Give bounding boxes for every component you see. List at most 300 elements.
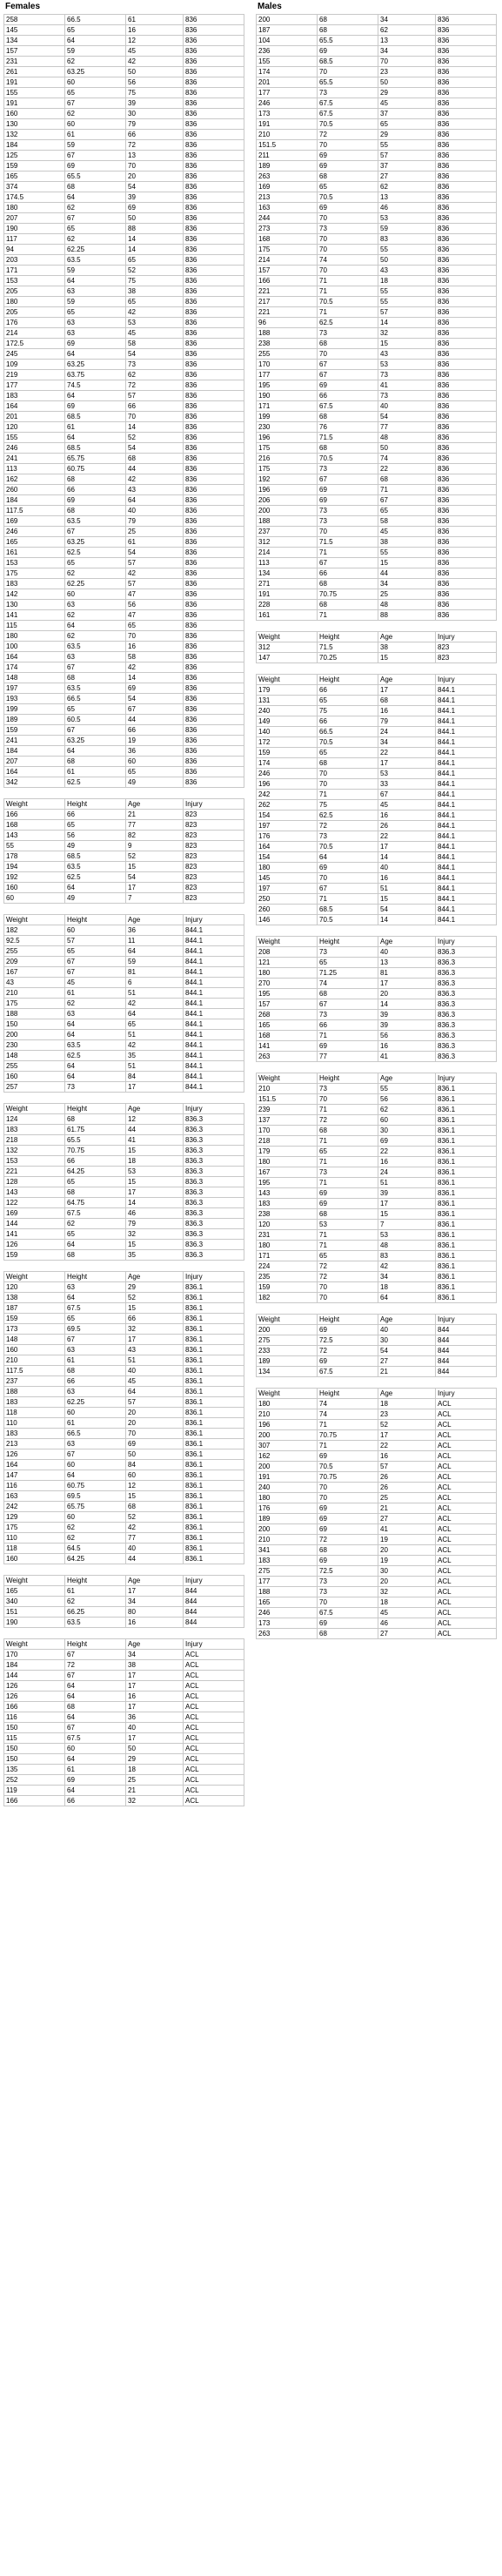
table-row: [257, 610, 497, 621]
table-row: [257, 1346, 497, 1356]
table-cell: 17: [126, 1671, 184, 1681]
table-cell: 836.3: [436, 1052, 497, 1062]
table-cell: 53: [378, 213, 436, 224]
table-row: [257, 1041, 497, 1052]
table-row: [257, 77, 497, 88]
table-cell: 836: [184, 307, 244, 318]
table-row: [257, 1178, 497, 1188]
table-cell: 66: [65, 810, 126, 820]
table-cell: 836: [436, 172, 497, 182]
table-cell: 35: [126, 1051, 184, 1061]
table-cell: 81: [378, 968, 436, 979]
table-row: [257, 203, 497, 213]
table-cell: 195: [257, 989, 318, 999]
table-row: [4, 662, 244, 673]
table-row: [4, 1229, 244, 1240]
table-row: [257, 1566, 497, 1577]
table-cell: 66.25: [65, 1607, 126, 1618]
table-row: [257, 1514, 497, 1524]
table-cell: 68: [65, 673, 126, 683]
table-cell: 836: [436, 119, 497, 130]
column-header: Weight: [257, 1389, 318, 1399]
table-cell: 11: [126, 936, 184, 946]
table-row: [257, 989, 497, 999]
table-cell: 221: [257, 286, 318, 297]
table-cell: 836: [184, 443, 244, 454]
table-cell: 71: [318, 790, 378, 800]
table-cell: 844.1: [184, 1040, 244, 1051]
table-row: [4, 851, 244, 862]
table-cell: 836.3: [436, 1020, 497, 1031]
table-row: [4, 213, 244, 224]
column-header: Weight: [4, 1272, 65, 1282]
table-row: [257, 412, 497, 422]
table-cell: 15: [378, 653, 436, 663]
column-header: Height: [318, 675, 378, 685]
table-cell: 270: [257, 979, 318, 989]
table-cell: 73: [378, 391, 436, 401]
table-cell: 52: [126, 1293, 184, 1303]
table-cell: 169: [257, 182, 318, 192]
table-cell: 65: [65, 704, 126, 715]
table-cell: 823: [184, 872, 244, 883]
table-cell: 67: [318, 474, 378, 485]
table-row: [257, 685, 497, 696]
table-row: [257, 758, 497, 769]
table-cell: 50: [378, 77, 436, 88]
table-row: [257, 1472, 497, 1483]
table-row: [257, 1251, 497, 1261]
table-cell: 69: [65, 495, 126, 506]
table-cell: 245: [4, 349, 65, 360]
table-cell: 34: [378, 15, 436, 25]
table-row: [4, 1512, 244, 1523]
table-row: [4, 777, 244, 788]
table-row: [257, 1451, 497, 1462]
table-row: [4, 746, 244, 757]
table-cell: 157: [257, 999, 318, 1010]
column-header: Injury: [184, 1104, 244, 1114]
table-cell: 141: [257, 1041, 318, 1052]
table-cell: 836.3: [184, 1177, 244, 1187]
table-cell: 68: [378, 474, 436, 485]
table-cell: 836: [436, 77, 497, 88]
table-cell: 65: [378, 119, 436, 130]
table-cell: 68: [318, 25, 378, 36]
table-row: [4, 1702, 244, 1712]
table-row: [257, 151, 497, 161]
table-row: [257, 1157, 497, 1167]
table-row: [257, 495, 497, 506]
table-cell: 836: [184, 109, 244, 119]
table-cell: ACL: [436, 1535, 497, 1545]
table-row: [4, 1198, 244, 1208]
table-cell: 64: [126, 946, 184, 957]
table-cell: ACL: [436, 1556, 497, 1566]
table-cell: 241: [4, 736, 65, 746]
table-row: [257, 1462, 497, 1472]
table-cell: 65: [318, 182, 378, 192]
table-cell: 55: [378, 140, 436, 151]
table-row: [4, 715, 244, 725]
table-cell: 38: [378, 642, 436, 653]
table-cell: 67.5: [318, 401, 378, 412]
table-cell: 162: [257, 1451, 318, 1462]
table-cell: 823: [184, 851, 244, 862]
table-cell: 70.5: [318, 1462, 378, 1472]
table-cell: 836.1: [184, 1355, 244, 1366]
table-cell: 62: [126, 370, 184, 380]
table-cell: 73: [318, 224, 378, 234]
table-cell: 70: [318, 1282, 378, 1293]
table-row: [4, 286, 244, 297]
table-cell: 55: [378, 245, 436, 255]
table-cell: ACL: [436, 1399, 497, 1409]
table-row: [4, 548, 244, 558]
table-cell: 62: [65, 234, 126, 245]
table-cell: 109: [4, 360, 65, 370]
column-header: Injury: [436, 937, 497, 947]
table-cell: 65.5: [318, 77, 378, 88]
table-cell: 63: [65, 1282, 126, 1293]
table-row: [4, 433, 244, 443]
table-cell: 67: [65, 1650, 126, 1660]
table-cell: 67.5: [318, 98, 378, 109]
table-cell: 12: [126, 36, 184, 46]
table-cell: 64: [65, 391, 126, 401]
table-cell: 117: [4, 234, 65, 245]
table-cell: 9: [126, 841, 184, 851]
table-cell: 53: [378, 1230, 436, 1241]
header-row: [4, 1639, 244, 1650]
table-row: [257, 516, 497, 527]
table-cell: 218: [4, 1135, 65, 1146]
table-cell: 170: [257, 1126, 318, 1136]
table-cell: 160: [4, 1554, 65, 1564]
table-cell: 122: [4, 1198, 65, 1208]
table-cell: 160: [4, 883, 65, 893]
table-cell: 65: [65, 558, 126, 568]
table-cell: 844.1: [184, 1072, 244, 1082]
table-row: [257, 821, 497, 831]
table-row: [4, 925, 244, 936]
table-cell: 157: [257, 266, 318, 276]
table-cell: 62.5: [65, 1051, 126, 1061]
table-row: [257, 443, 497, 454]
table-cell: 170: [4, 1650, 65, 1660]
table-cell: 169: [4, 1208, 65, 1219]
table-cell: 38: [378, 537, 436, 548]
table-cell: 196: [257, 779, 318, 790]
table-cell: 214: [257, 548, 318, 558]
table-cell: 188: [4, 1387, 65, 1397]
table-cell: 836.1: [184, 1439, 244, 1449]
table-row: [4, 25, 244, 36]
table-cell: 116: [4, 1712, 65, 1723]
table-cell: 160: [4, 109, 65, 119]
table-cell: 844.1: [436, 737, 497, 748]
table-cell: 45: [378, 800, 436, 810]
table-cell: 132: [4, 1146, 65, 1156]
table-cell: 72: [65, 1660, 126, 1671]
table-cell: 242: [4, 1502, 65, 1512]
table-cell: 66: [318, 685, 378, 696]
table-cell: 190: [257, 391, 318, 401]
table-cell: 165: [257, 1020, 318, 1031]
table-cell: 836.1: [436, 1282, 497, 1293]
table-cell: 148: [4, 1335, 65, 1345]
table-cell: 71.5: [318, 642, 378, 653]
table-cell: 66: [318, 1020, 378, 1031]
table-cell: 65.5: [65, 172, 126, 182]
table-cell: 70.75: [318, 589, 378, 600]
table-row: [4, 1250, 244, 1261]
table-row: [4, 1712, 244, 1723]
table-cell: 836.1: [436, 1209, 497, 1220]
table-cell: 836: [436, 506, 497, 516]
table-cell: 69: [318, 161, 378, 172]
table-row: [4, 88, 244, 98]
table-cell: 32: [126, 1324, 184, 1335]
table-cell: 65: [378, 506, 436, 516]
table-cell: 69: [318, 380, 378, 391]
table-cell: 161: [257, 610, 318, 621]
table-cell: 60.75: [65, 464, 126, 474]
table-cell: 208: [257, 947, 318, 958]
table-cell: 71.5: [318, 433, 378, 443]
table-cell: 71: [318, 1105, 378, 1115]
table-cell: 219: [4, 370, 65, 380]
table-cell: 844.1: [184, 999, 244, 1009]
table-cell: 836: [184, 757, 244, 767]
table-cell: 63: [65, 1439, 126, 1449]
table-row: [257, 999, 497, 1010]
column-header: Injury: [436, 632, 497, 642]
table-cell: 233: [257, 1346, 318, 1356]
table-row: [4, 1187, 244, 1198]
table-cell: 836.3: [184, 1135, 244, 1146]
table-cell: 67.5: [65, 1303, 126, 1314]
table-cell: 94: [4, 245, 65, 255]
table-cell: 69: [318, 203, 378, 213]
table-cell: 65: [318, 1251, 378, 1261]
table-cell: 36: [126, 1712, 184, 1723]
table-cell: 117.5: [4, 506, 65, 516]
table-cell: 63.5: [65, 255, 126, 266]
table-cell: 70: [318, 873, 378, 884]
table-cell: 175: [257, 464, 318, 474]
table-cell: 844: [436, 1356, 497, 1367]
table-row: [4, 391, 244, 401]
table-cell: 67: [65, 527, 126, 537]
table-cell: 21: [126, 810, 184, 820]
table-cell: 836: [436, 266, 497, 276]
table-cell: 32: [126, 1229, 184, 1240]
table-row: [257, 1136, 497, 1147]
table-row: [4, 1744, 244, 1754]
table-row: [257, 172, 497, 182]
table-cell: 68: [318, 1126, 378, 1136]
table-cell: ACL: [184, 1733, 244, 1744]
column-header: Injury: [184, 1576, 244, 1586]
table-row: [4, 1481, 244, 1491]
table-cell: 70.5: [318, 842, 378, 852]
table-cell: 64: [378, 1293, 436, 1303]
table-row: [4, 1671, 244, 1681]
table-cell: 210: [257, 1084, 318, 1094]
table-cell: 836: [184, 600, 244, 610]
table-cell: 844: [184, 1618, 244, 1628]
table-cell: 57: [126, 558, 184, 568]
table-cell: 71: [318, 1031, 378, 1041]
table-cell: 68: [318, 412, 378, 422]
table-cell: 73: [318, 516, 378, 527]
table-cell: 14: [126, 234, 184, 245]
females-group-table: [3, 1638, 244, 1806]
table-cell: 184: [4, 140, 65, 151]
table-row: [257, 506, 497, 516]
table-cell: 70: [318, 1094, 378, 1105]
females-group-table: [3, 14, 244, 788]
table-cell: 17: [126, 883, 184, 893]
table-cell: 200: [257, 1462, 318, 1472]
table-row: [4, 810, 244, 820]
table-cell: 51: [126, 1355, 184, 1366]
table-row: [4, 516, 244, 527]
table-cell: 836: [436, 98, 497, 109]
table-cell: 836: [436, 422, 497, 433]
table-row: [257, 852, 497, 863]
table-cell: 20: [378, 989, 436, 999]
column-header: Age: [378, 675, 436, 685]
table-cell: 65: [65, 946, 126, 957]
table-row: [257, 1147, 497, 1157]
table-cell: 68: [126, 1502, 184, 1512]
table-cell: 79: [126, 516, 184, 527]
table-cell: 113: [257, 558, 318, 568]
table-cell: 54: [126, 349, 184, 360]
table-cell: 128: [4, 1177, 65, 1187]
table-cell: 836: [184, 433, 244, 443]
table-cell: 72: [318, 821, 378, 831]
table-cell: 836.1: [436, 1251, 497, 1261]
table-cell: 62: [65, 1533, 126, 1544]
table-cell: 64: [65, 1030, 126, 1040]
table-cell: 844.1: [436, 800, 497, 810]
table-row: [257, 1577, 497, 1587]
table-row: [257, 67, 497, 77]
table-row: [4, 1397, 244, 1408]
table-row: [257, 1356, 497, 1367]
table-cell: 135: [4, 1765, 65, 1775]
table-cell: 836.1: [184, 1470, 244, 1481]
table-cell: 50: [126, 1744, 184, 1754]
table-cell: 59: [65, 140, 126, 151]
table-cell: 307: [257, 1441, 318, 1451]
table-row: [4, 1335, 244, 1345]
table-cell: 187: [4, 1303, 65, 1314]
table-cell: 73: [318, 947, 378, 958]
table-cell: 836.3: [436, 989, 497, 999]
table-cell: 43: [378, 349, 436, 360]
table-cell: 150: [4, 1744, 65, 1754]
table-cell: 64: [65, 1470, 126, 1481]
column-header: Injury: [436, 675, 497, 685]
table-cell: 12: [126, 1481, 184, 1491]
table-cell: 177: [4, 380, 65, 391]
table-row: [4, 767, 244, 777]
table-cell: 168: [257, 1031, 318, 1041]
table-cell: 168: [257, 234, 318, 245]
table-cell: ACL: [184, 1744, 244, 1754]
table-cell: 143: [4, 1187, 65, 1198]
table-cell: 39: [378, 1020, 436, 1031]
table-row: [257, 245, 497, 255]
table-cell: 175: [257, 443, 318, 454]
table-cell: 836: [184, 318, 244, 328]
table-cell: 836.3: [184, 1114, 244, 1125]
table-cell: 836.1: [184, 1293, 244, 1303]
column-header: Injury: [436, 1315, 497, 1325]
table-cell: 836: [436, 151, 497, 161]
table-cell: 145: [257, 873, 318, 884]
table-cell: 836.1: [436, 1272, 497, 1282]
table-cell: 45: [126, 46, 184, 57]
table-cell: 836: [184, 474, 244, 485]
table-cell: 68: [318, 15, 378, 25]
table-row: [4, 151, 244, 161]
table-row: [4, 1040, 244, 1051]
table-cell: 836: [184, 328, 244, 339]
table-cell: 836: [436, 464, 497, 474]
table-cell: 836: [436, 527, 497, 537]
table-row: [257, 297, 497, 307]
table-cell: 63.5: [65, 516, 126, 527]
table-cell: 255: [257, 349, 318, 360]
table-cell: 129: [4, 1512, 65, 1523]
table-row: [4, 999, 244, 1009]
table-cell: ACL: [436, 1493, 497, 1503]
table-cell: 14: [126, 245, 184, 255]
table-row: [257, 224, 497, 234]
table-row: [4, 46, 244, 57]
table-cell: 44: [126, 464, 184, 474]
table-cell: ACL: [436, 1524, 497, 1535]
table-cell: 74: [318, 1399, 378, 1409]
table-row: [4, 1681, 244, 1692]
column-header: Weight: [4, 1576, 65, 1586]
table-cell: 836.3: [184, 1229, 244, 1240]
table-cell: 211: [257, 151, 318, 161]
table-cell: 71: [378, 485, 436, 495]
table-cell: ACL: [436, 1503, 497, 1514]
table-cell: 64: [65, 192, 126, 203]
table-cell: 836: [184, 255, 244, 266]
table-row: [4, 1650, 244, 1660]
table-row: [4, 1156, 244, 1167]
males-group-table: [256, 1314, 497, 1377]
table-cell: 16: [378, 873, 436, 884]
table-cell: 64: [65, 746, 126, 757]
table-cell: 76: [318, 422, 378, 433]
table-cell: 45: [126, 1376, 184, 1387]
table-cell: 56: [126, 77, 184, 88]
table-cell: 836: [184, 401, 244, 412]
table-cell: 275: [257, 1335, 318, 1346]
table-cell: 246: [4, 527, 65, 537]
table-cell: 69: [378, 1136, 436, 1147]
table-cell: 183: [257, 1199, 318, 1209]
